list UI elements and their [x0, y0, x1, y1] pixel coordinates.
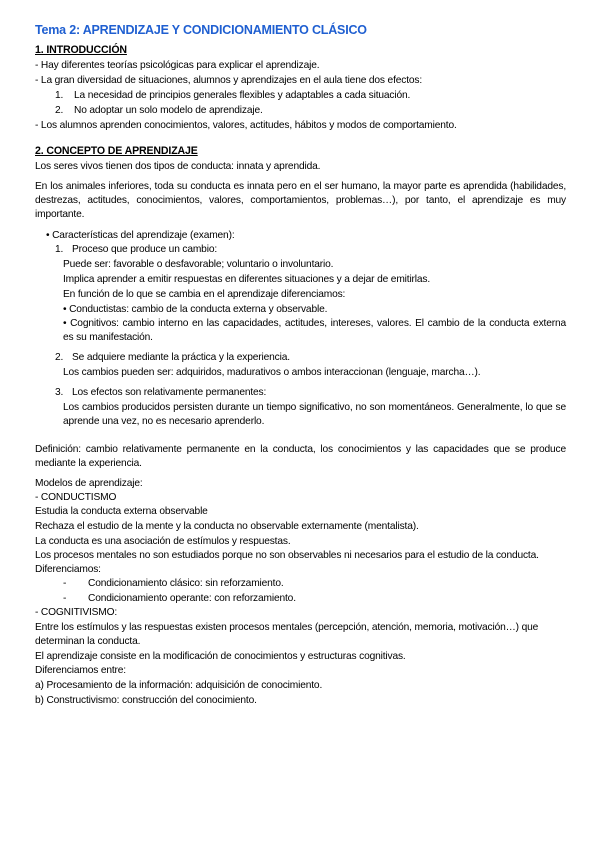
list-item-number: 1. [55, 244, 64, 255]
document-title: Tema 2: APRENDIZAJE Y CONDICIONAMIENTO CLÁSICO [35, 23, 367, 37]
text-line: Los procesos mentales no son estudiados porque no son observables ni necesarios para el estudio de la conducta. [35, 550, 539, 561]
text-line: a) Procesamiento de la información: adquisición de conocimiento. [35, 680, 323, 691]
model-heading: - COGNITIVISMO: [35, 607, 118, 618]
definition-line: Definición: cambio relativamente permanente en la conducta, los conocimientos y las capacidades que se produce [35, 444, 566, 455]
text-line: • Conductistas: cambio de la conducta externa y observable. [63, 304, 328, 315]
text-line: determinan la conducta. [35, 636, 141, 647]
text-line: - Hay diferentes teorías psicológicas para explicar el aprendizaje. [35, 60, 320, 71]
list-item-number: 3. [55, 387, 64, 398]
section-2-heading: 2. CONCEPTO DE APRENDIZAJE [35, 145, 198, 157]
text-line: Los cambios pueden ser: adquiridos, madurativos o ambos interaccionan (lenguaje, marcha…). [63, 367, 481, 378]
text-line: Modelos de aprendizaje: [35, 478, 143, 489]
text-line: Los seres vivos tienen dos tipos de conducta: innata y aprendida. [35, 161, 321, 172]
list-dash: - [63, 578, 67, 589]
text-line: Diferenciamos: [35, 564, 101, 575]
text-line: - Los alumnos aprenden conocimientos, valores, actitudes, hábitos y modos de comportamiento. [35, 120, 457, 131]
list-item-heading: Los efectos son relativamente permanentes: [72, 387, 267, 398]
text-line: b) Constructivismo: construcción del conocimiento. [35, 695, 257, 706]
list-item: Condicionamiento clásico: sin reforzamiento. [88, 578, 284, 589]
text-line: • Cognitivos: cambio interno en las capacidades, actitudes, intereses, valores. El cambio de la conducta externa [63, 318, 566, 329]
text-line: Estudia la conducta externa observable [35, 506, 208, 517]
text-line: aprende una vez, no es necesario aprenderlo. [63, 416, 265, 427]
paragraph-line: importante. [35, 209, 85, 220]
text-line: Implica aprender a emitir respuestas en diferentes situaciones y a dejar de emitirlas. [63, 274, 431, 285]
list-item: La necesidad de principios generales flexibles y adaptables a cada situación. [74, 90, 411, 101]
list-item: Condicionamiento operante: con reforzamiento. [88, 593, 296, 604]
model-heading: - CONDUCTISMO [35, 492, 117, 503]
text-line: En función de lo que se cambia en el aprendizaje diferenciamos: [63, 289, 346, 300]
text-line: Entre los estímulos y las respuestas existen procesos mentales (percepción, atención, memoria, motivación…) que [35, 622, 539, 633]
text-line: La conducta es una asociación de estímulos y respuestas. [35, 536, 291, 547]
text-line: es su manifestación. [63, 332, 153, 343]
text-line: Rechaza el estudio de la mente y la conducta no observable externamente (mentalista). [35, 521, 419, 532]
list-item-number: 2. [55, 105, 64, 116]
section-1-heading: 1. INTRODUCCIÓN [35, 44, 127, 56]
list-item: No adoptar un solo modelo de aprendizaje. [74, 105, 263, 116]
paragraph-line: En los animales inferiores, toda su conducta es innata pero en el ser humano, la mayor parte es aprendida (habilidades, [35, 181, 566, 192]
text-line: Los cambios producidos persisten durante un tiempo significativo, no son momentáneos. Generalmente, lo que se [63, 402, 566, 413]
list-item-number: 1. [55, 90, 64, 101]
text-line: Puede ser: favorable o desfavorable; voluntario o involuntario. [63, 259, 334, 270]
list-dash: - [63, 593, 67, 604]
list-item-heading: Proceso que produce un cambio: [72, 244, 218, 255]
text-line: - La gran diversidad de situaciones, alumnos y aprendizajes en el aula tiene dos efectos: [35, 75, 423, 86]
definition-line: mediante la experiencia. [35, 458, 142, 469]
text-line: Diferenciamos entre: [35, 665, 126, 676]
paragraph-line: destrezas, actitudes, conocimientos, valores, comportamientos, problemas…), por tanto, el aprendizaje es muy [35, 195, 566, 206]
bullet-heading: • Características del aprendizaje (examen): [46, 230, 235, 241]
text-line: El aprendizaje consiste en la modificación de conocimientos y estructuras cognitivas. [35, 651, 406, 662]
list-item-heading: Se adquiere mediante la práctica y la experiencia. [72, 352, 290, 363]
list-item-number: 2. [55, 352, 64, 363]
